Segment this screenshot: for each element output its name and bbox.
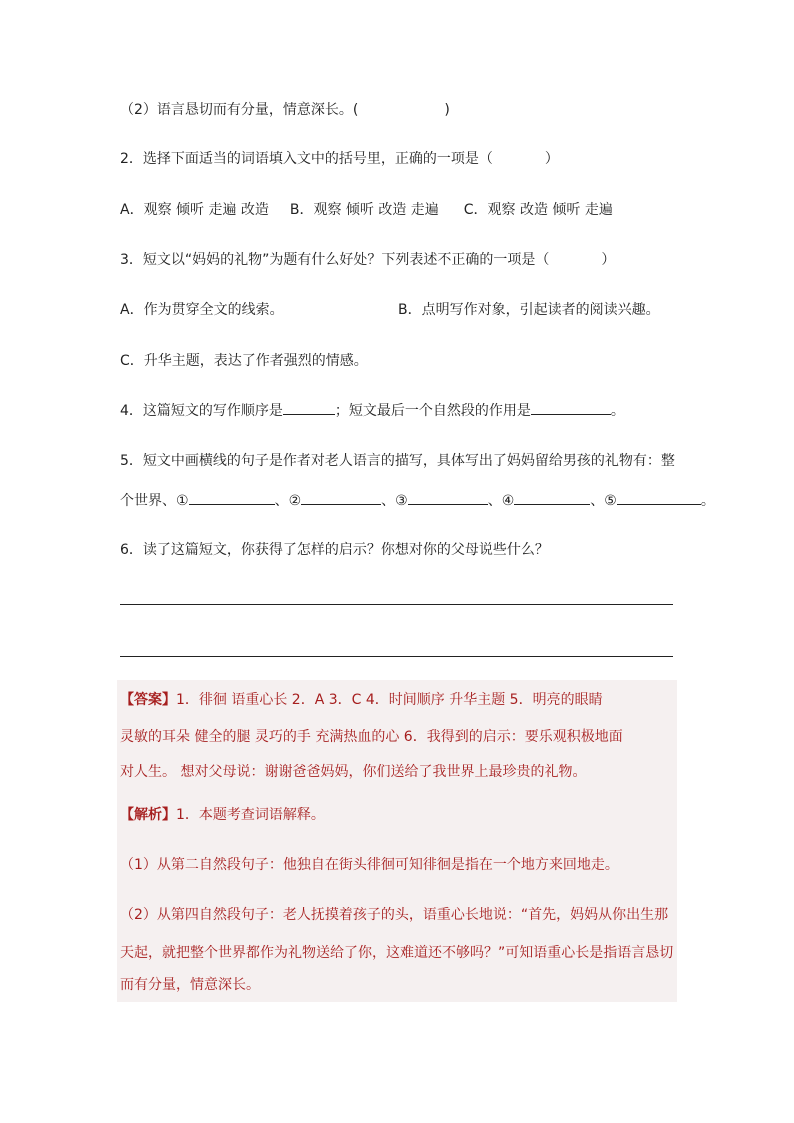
question-2-options (120, 200, 613, 220)
analysis-line-2: （1）从第二自然段句子：他独自在街头徘徊可知徘徊是指在一个地方来回地走。 (120, 857, 619, 873)
writing-line-1[interactable] (120, 604, 673, 605)
question-6: 6．读了这篇短文，你获得了怎样的启示？你想对你的父母说些什么？ (120, 542, 549, 558)
question-5-line1: 5．短文中画横线的句子是作者对老人语言的描写，具体写出了妈妈留给男孩的礼物有：整 (120, 453, 675, 469)
answer-blank-5-4[interactable] (514, 490, 590, 505)
analysis-line-4: 天起，就把整个世界都作为礼物送给了你，这难道还不够吗？”可知语重心长是指语言恳切 (120, 945, 674, 961)
option-2a[interactable]: A．观察 倾听 走遍 改造 (120, 202, 269, 218)
question-4: 4．这篇短文的写作顺序是 ；短文最后一个自然段的作用是 。 (120, 400, 625, 421)
writing-line-2[interactable] (120, 656, 673, 657)
analysis-line-1: 【解析】1．本题考查词语解释。 (120, 807, 325, 823)
question-5-line2: 个世界、① 、② 、③ 、④ 、⑤ 。 (120, 490, 715, 511)
answer-blank-5-1[interactable] (189, 490, 275, 505)
answer-blank-4b[interactable] (531, 400, 611, 415)
option-2c[interactable]: C．观察 改造 倾听 走遍 (463, 202, 613, 218)
answer-blank-5-3[interactable] (408, 490, 488, 505)
question-1-2: （2）语言恳切而有分量，情意深长。( ) (120, 102, 450, 118)
answer-blank-4a[interactable] (283, 400, 335, 415)
answer-blank-5-2[interactable] (301, 490, 381, 505)
option-3c[interactable]: C．升华主题，表达了作者强烈的情感。 (120, 353, 368, 369)
analysis-line-5: 而有分量，情意深长。 (120, 977, 260, 993)
option-3b[interactable]: B．点明写作对象，引起读者的阅读兴趣。 (398, 302, 660, 318)
option-3a[interactable]: A．作为贯穿全文的线索。 (120, 302, 284, 318)
analysis-line-3: （2）从第四自然段句子：老人抚摸着孩子的头，语重心长地说：“首先，妈妈从你出生那 (120, 907, 669, 923)
question-3: 3．短文以“妈妈的礼物”为题有什么好处？下列表述不正确的一项是（ ） (120, 252, 616, 268)
question-2: 2．选择下面适当的词语填入文中的括号里，正确的一项是（ ） (120, 151, 559, 167)
option-2b[interactable]: B．观察 倾听 改造 走遍 (289, 202, 439, 218)
answer-line-3: 对人生。 想对父母说：谢谢爸爸妈妈，你们送给了我世界上最珍贵的礼物。 (120, 764, 587, 780)
answer-line-2: 灵敏的耳朵 健全的腿 灵巧的手 充满热血的心 6．我得到的启示：要乐观积极地面 (120, 729, 623, 745)
analysis-tag: 【解析】 (120, 807, 176, 823)
answer-line-1: 【答案】1．徘徊 语重心长 2．A 3．C 4．时间顺序 升华主题 5．明亮的眼睛 (120, 692, 603, 708)
answer-tag: 【答案】 (120, 692, 176, 708)
answer-blank-5-5[interactable] (617, 490, 701, 505)
